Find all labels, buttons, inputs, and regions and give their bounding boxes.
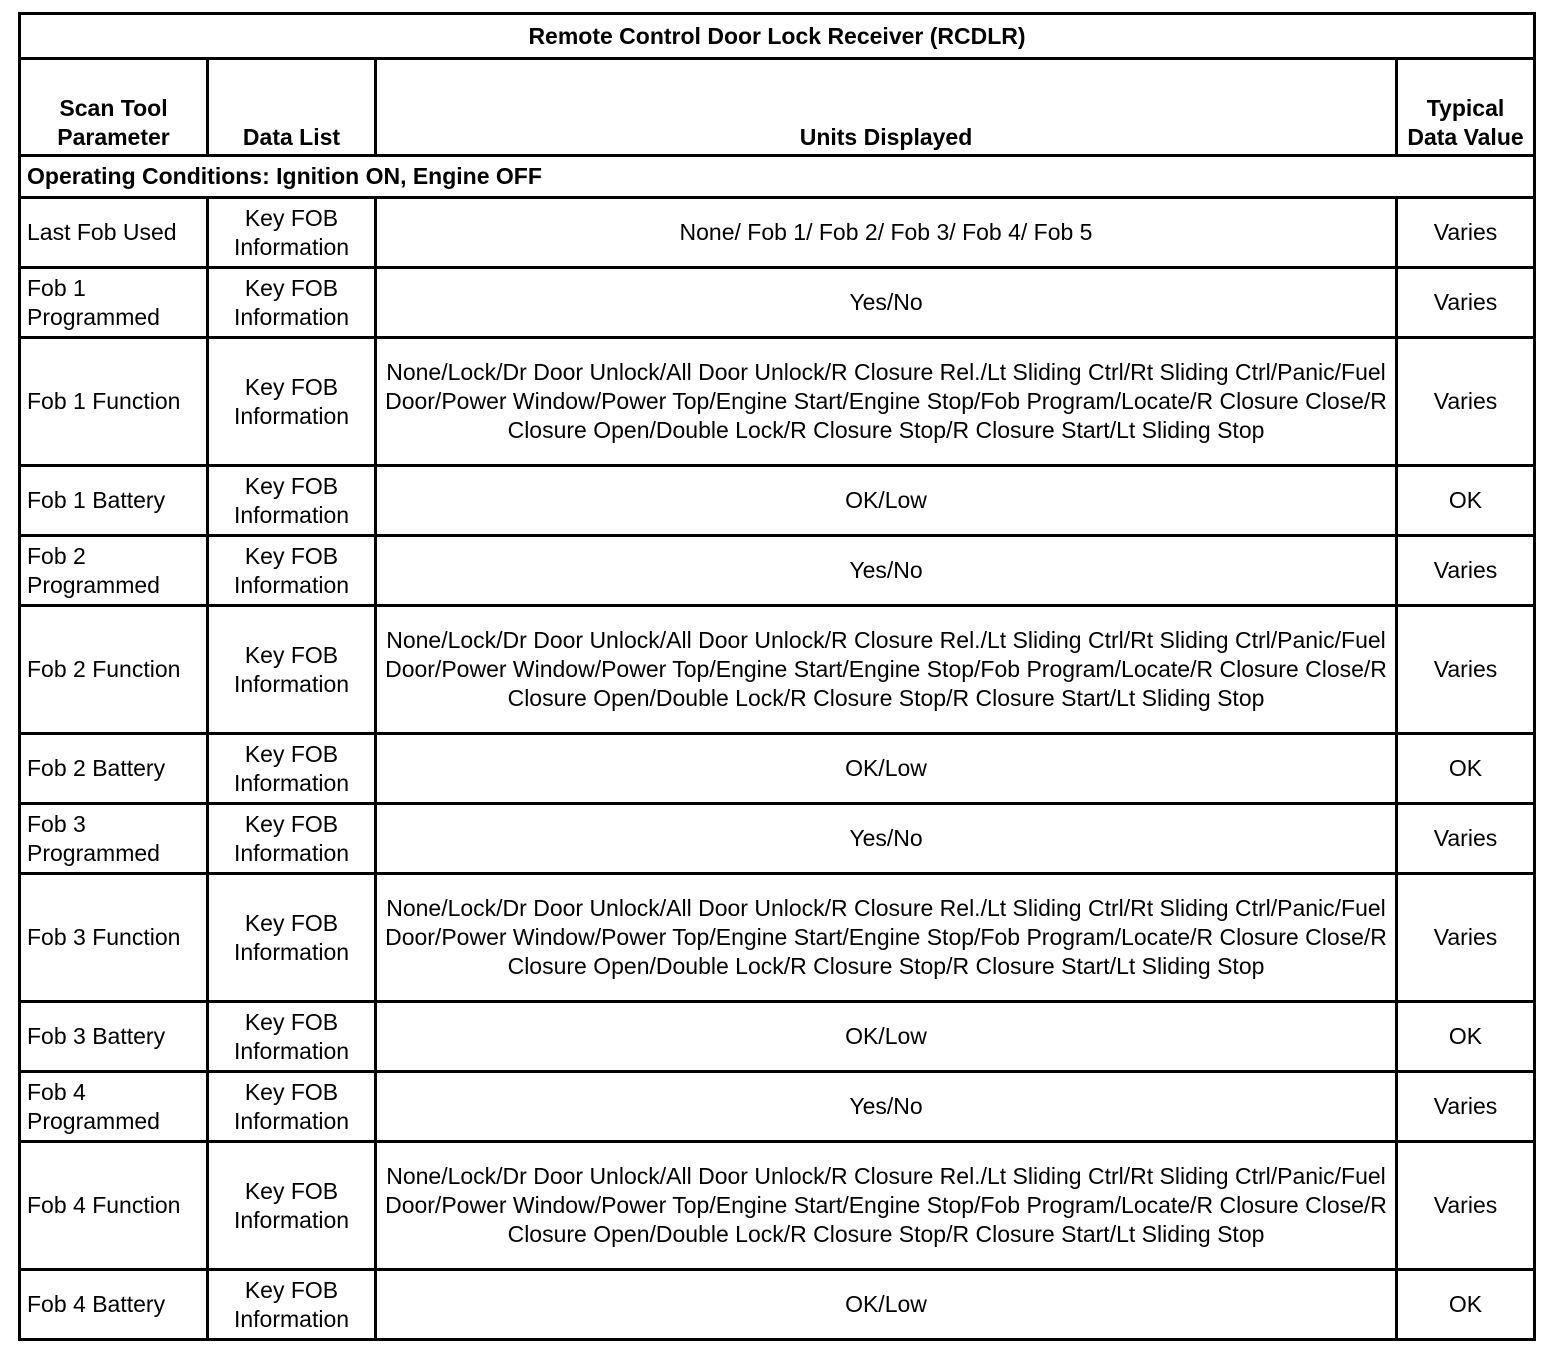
- cell-units-displayed: None/Lock/Dr Door Unlock/All Door Unlock/R Closure Rel./Lt Sliding Ctrl/Rt Sliding Ctrl/Panic/Fuel Door/Power Window/Power Top/Engine Start/Engine Stop/Fob Program/Locate/R Closure Close/R Closure Open/Double Lock/R Closure Stop/R Closure Start/Lt Sliding Stop: [376, 1142, 1397, 1270]
- cell-units-displayed: Yes/No: [376, 536, 1397, 606]
- cell-units-displayed: None/Lock/Dr Door Unlock/All Door Unlock/R Closure Rel./Lt Sliding Ctrl/Rt Sliding Ctrl/Panic/Fuel Door/Power Window/Power Top/Engine Start/Engine Stop/Fob Program/Locate/R Closure Close/R Closure Open/Double Lock/R Closure Stop/R Closure Start/Lt Sliding Stop: [376, 874, 1397, 1002]
- cell-units-displayed: OK/Low: [376, 734, 1397, 804]
- cell-parameter: Fob 4 Battery: [20, 1270, 208, 1340]
- table-row: [20, 268, 1535, 338]
- cell-typical-value: Varies: [1397, 338, 1535, 466]
- cell-typical-value: OK: [1397, 466, 1535, 536]
- cell-units-displayed: Yes/No: [376, 1072, 1397, 1142]
- cell-typical-value: OK: [1397, 1270, 1535, 1340]
- cell-typical-value: Varies: [1397, 536, 1535, 606]
- cell-units-displayed: OK/Low: [376, 1270, 1397, 1340]
- table-row: [20, 874, 1535, 1002]
- operating-conditions: Operating Conditions: Ignition ON, Engine OFF: [20, 156, 1535, 198]
- table-row: [20, 338, 1535, 466]
- header-scan-tool-parameter: Scan Tool Parameter: [20, 59, 208, 156]
- header-typical-data-value: Typical Data Value: [1397, 59, 1535, 156]
- cell-data-list: Key FOB Information: [208, 268, 376, 338]
- cell-parameter: Fob 3 Function: [20, 874, 208, 1002]
- cell-parameter: Fob 1 Programmed: [20, 268, 208, 338]
- table-row: [20, 1072, 1535, 1142]
- cell-parameter: Fob 2 Function: [20, 606, 208, 734]
- cell-data-list: Key FOB Information: [208, 466, 376, 536]
- cell-typical-value: Varies: [1397, 606, 1535, 734]
- header-units-displayed: Units Displayed: [376, 59, 1397, 156]
- cell-units-displayed: None/Lock/Dr Door Unlock/All Door Unlock/R Closure Rel./Lt Sliding Ctrl/Rt Sliding Ctrl/Panic/Fuel Door/Power Window/Power Top/Engine Start/Engine Stop/Fob Program/Locate/R Closure Close/R Closure Open/Double Lock/R Closure Stop/R Closure Start/Lt Sliding Stop: [376, 338, 1397, 466]
- cell-parameter: Last Fob Used: [20, 198, 208, 268]
- cell-units-displayed: OK/Low: [376, 1002, 1397, 1072]
- rcdlr-data-table: [18, 12, 1536, 1341]
- table-title: Remote Control Door Lock Receiver (RCDLR): [20, 14, 1535, 59]
- cell-units-displayed: Yes/No: [376, 268, 1397, 338]
- cell-parameter: Fob 4 Programmed: [20, 1072, 208, 1142]
- cell-data-list: Key FOB Information: [208, 874, 376, 1002]
- cell-parameter: Fob 3 Battery: [20, 1002, 208, 1072]
- table-row: [20, 1142, 1535, 1270]
- cell-data-list: Key FOB Information: [208, 1002, 376, 1072]
- table-title-row: [20, 14, 1535, 59]
- cell-data-list: Key FOB Information: [208, 536, 376, 606]
- table-row: [20, 536, 1535, 606]
- cell-typical-value: Varies: [1397, 874, 1535, 1002]
- table-row: [20, 198, 1535, 268]
- table-row: [20, 804, 1535, 874]
- cell-data-list: Key FOB Information: [208, 804, 376, 874]
- cell-data-list: Key FOB Information: [208, 606, 376, 734]
- cell-typical-value: OK: [1397, 734, 1535, 804]
- cell-parameter: Fob 3 Programmed: [20, 804, 208, 874]
- table-row: [20, 1002, 1535, 1072]
- cell-typical-value: Varies: [1397, 268, 1535, 338]
- cell-parameter: Fob 1 Function: [20, 338, 208, 466]
- table-row: [20, 466, 1535, 536]
- cell-typical-value: Varies: [1397, 198, 1535, 268]
- cell-data-list: Key FOB Information: [208, 1072, 376, 1142]
- cell-data-list: Key FOB Information: [208, 1270, 376, 1340]
- cell-units-displayed: OK/Low: [376, 466, 1397, 536]
- header-data-list: Data List: [208, 59, 376, 156]
- table-row: [20, 606, 1535, 734]
- cell-parameter: Fob 4 Function: [20, 1142, 208, 1270]
- cell-parameter: Fob 2 Battery: [20, 734, 208, 804]
- cell-typical-value: OK: [1397, 1002, 1535, 1072]
- column-header-row: [20, 59, 1535, 156]
- operating-conditions-row: [20, 156, 1535, 198]
- cell-parameter: Fob 2 Programmed: [20, 536, 208, 606]
- cell-data-list: Key FOB Information: [208, 734, 376, 804]
- table-row: [20, 1270, 1535, 1340]
- cell-parameter: Fob 1 Battery: [20, 466, 208, 536]
- cell-typical-value: Varies: [1397, 1072, 1535, 1142]
- cell-data-list: Key FOB Information: [208, 338, 376, 466]
- cell-typical-value: Varies: [1397, 1142, 1535, 1270]
- cell-units-displayed: None/Lock/Dr Door Unlock/All Door Unlock/R Closure Rel./Lt Sliding Ctrl/Rt Sliding Ctrl/Panic/Fuel Door/Power Window/Power Top/Engine Start/Engine Stop/Fob Program/Locate/R Closure Close/R Closure Open/Double Lock/R Closure Stop/R Closure Start/Lt Sliding Stop: [376, 606, 1397, 734]
- table-row: [20, 734, 1535, 804]
- cell-typical-value: Varies: [1397, 804, 1535, 874]
- cell-units-displayed: Yes/No: [376, 804, 1397, 874]
- table-body: [20, 198, 1535, 1340]
- cell-data-list: Key FOB Information: [208, 1142, 376, 1270]
- cell-units-displayed: None/ Fob 1/ Fob 2/ Fob 3/ Fob 4/ Fob 5: [376, 198, 1397, 268]
- cell-data-list: Key FOB Information: [208, 198, 376, 268]
